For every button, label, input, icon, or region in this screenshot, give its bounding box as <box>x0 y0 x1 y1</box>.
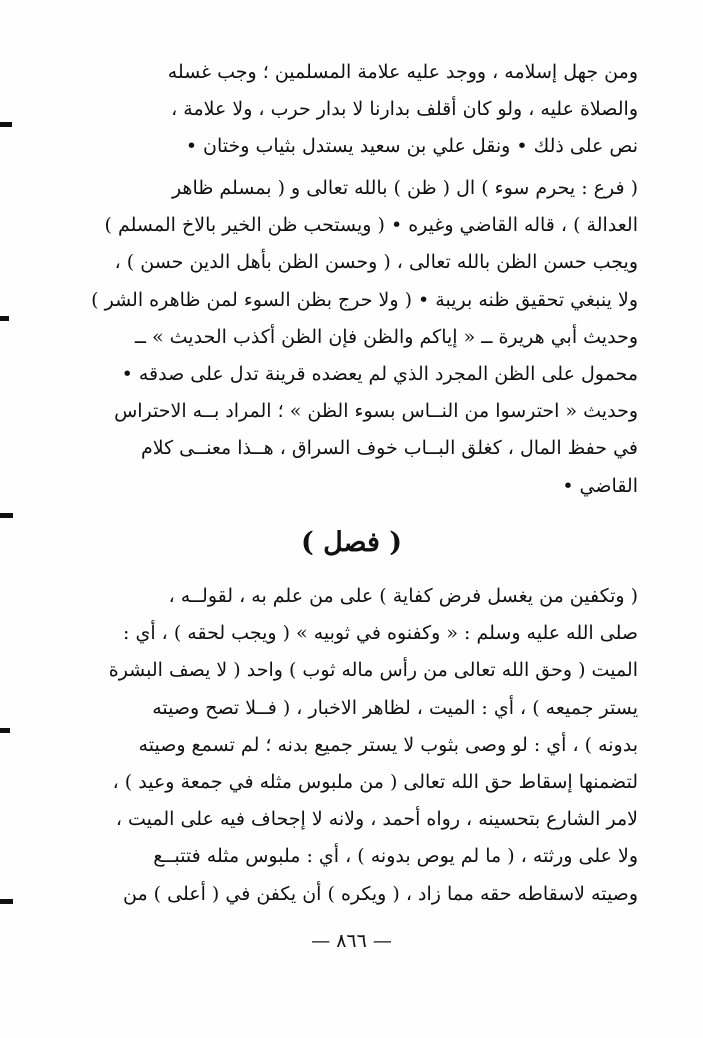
text-line: الميت ( وحق الله تعالى من رأس ماله ثوب ) واحد ( لا يصف البشرة <box>108 659 638 682</box>
text-line: القاضي • <box>562 474 638 497</box>
margin-mark <box>0 899 13 904</box>
text-line: ولا ينبغي تحقيق ظنه بريبة • ( ولا حرج بظن السوء لمن ظاهره الشر ) <box>91 288 638 311</box>
margin-mark <box>0 122 12 127</box>
text-line: وصيته لاسقاطه حقه مما زاد ، ( ويكره ) أن يكفن في ( أعلى ) من <box>123 882 638 905</box>
text-line: يستر جميعه ) ، أي : الميت ، لظاهر الاخبار ، ( فــلا تصح وصيته <box>152 696 638 719</box>
paragraph-block-3 <box>58 578 638 913</box>
page-number: — ٨٦٦ — <box>311 930 392 952</box>
text-line: نص على ذلك • ونقل علي بن سعيد يستدل بثياب وختان • <box>185 135 638 158</box>
text-line: ولا على ورثته ، ( ما لم يوص بدونه ) ، أي : ملبوس مثله فتتبــع <box>153 845 638 868</box>
margin-mark <box>0 316 9 321</box>
paragraph-block-1 <box>58 54 638 166</box>
text-line: في حفظ المال ، كغلق البــاب خوف السراق ، هــذا معنــى كلام <box>141 437 638 460</box>
margin-mark <box>0 728 10 733</box>
text-line: والصلاة عليه ، ولو كان أقلف بدارنا لا بدار حرب ، ولا علامة ، <box>171 98 638 121</box>
text-line: العدالة ) ، قاله القاضي وغيره • ( ويستحب ظن الخير بالاخ المسلم ) <box>104 214 638 237</box>
section-heading: ( فصل ) <box>300 527 403 558</box>
text-line: ( فرع : يحرم سوء ) ال ( ظن ) بالله تعالى و ( بمسلم ظاهر <box>171 177 638 199</box>
text-line: وحديث أبي هريرة ــ « إياكم والظن فإن الظن أكذب الحديث » ــ <box>134 325 638 348</box>
text-line: ويجب حسن الظن بالله تعالى ، ( وحسن الظن بأهل الدين حسن ) ، <box>114 251 638 274</box>
text-line: وحديث « احترسوا من النــاس بسوء الظن » ؛ المراد بــه الاحتراس <box>114 400 638 423</box>
text-line: صلى الله عليه وسلم : « وكفنوه في ثوبيه » ( ويجب لحقه ) ، أي : <box>123 622 638 645</box>
text-line: محمول على الظن المجرد الذي لم يعضده قرينة تدل على صدقه • <box>121 362 638 385</box>
paragraph-block-2 <box>58 170 638 505</box>
text-line: ومن جهل إسلامه ، ووجد عليه علامة المسلمين ؛ وجب غسله <box>167 61 638 83</box>
text-line: ( وتكفين من يغسل فرض كفاية ) على من علم به ، لقولــه ، <box>168 585 638 607</box>
text-line: لامر الشارع بتحسينه ، رواه أحمد ، ولانه لا إجحاف فيه على الميت ، <box>115 808 638 831</box>
text-line: لتضمنها إسقاط حق الله تعالى ( من ملبوس مثله في جمعة وعيد ) ، <box>112 770 638 793</box>
text-line: بدونه ) ، أي : لو وصى بثوب لا يستر جميع بدنه ؛ لم تسمع وصيته <box>138 733 638 756</box>
margin-mark <box>0 513 13 518</box>
